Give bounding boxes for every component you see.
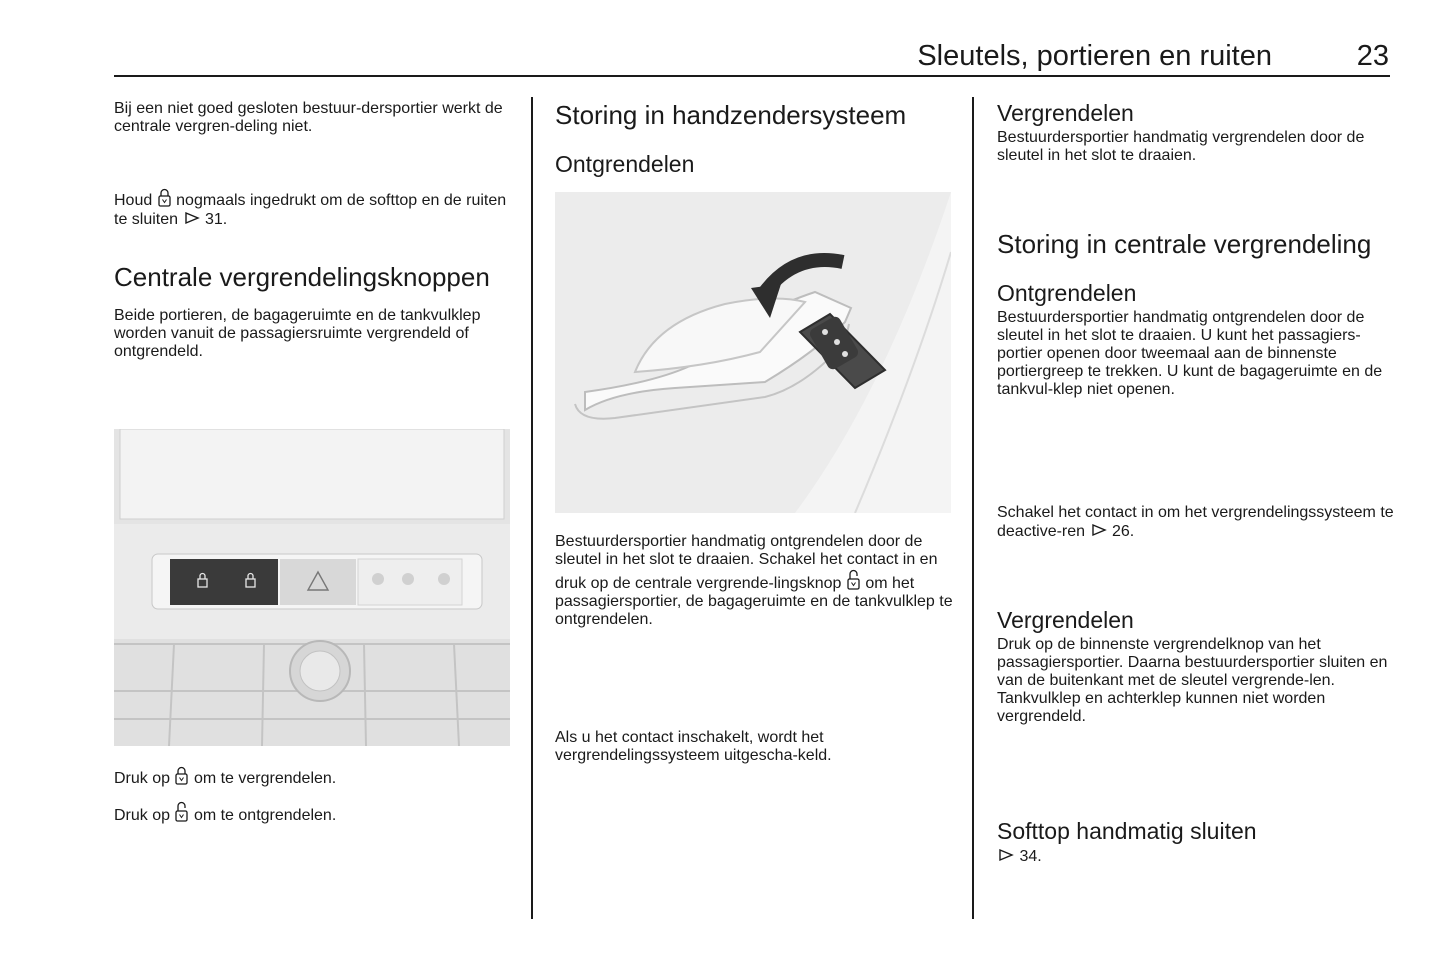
col3-paragraph-5 bbox=[997, 847, 1397, 866]
col3-p3-start: Schakel het contact in om het vergrendelingssysteem te deactive-ren bbox=[997, 504, 1394, 540]
triangle-arrow-icon bbox=[998, 847, 1014, 863]
col1-heading-central-lock: Centrale vergrendelingsknoppen bbox=[114, 262, 490, 292]
header-rule bbox=[114, 75, 1390, 77]
padlock-closed-icon bbox=[175, 766, 188, 785]
page-header-title: Sleutels, portieren en ruiten bbox=[917, 40, 1272, 72]
col2-paragraph-2: Als u het contact inschakelt, wordt het vergrendelingssysteem uitgescha-keld. bbox=[555, 729, 832, 764]
col3-subheading-lock: Vergrendelen bbox=[997, 100, 1134, 126]
col2-p1-end: om het passagiersportier, de bagageruimte en de tankvulklep te ontgrendelen. bbox=[555, 575, 953, 628]
col3-subheading-unlock: Ontgrendelen bbox=[997, 280, 1137, 306]
col2-heading-remote-fault: Storing in handzendersysteem bbox=[555, 100, 907, 130]
padlock-closed-icon bbox=[158, 188, 171, 207]
console-lock-buttons-figure bbox=[114, 429, 510, 746]
col1-p4-end: om te vergrendelen. bbox=[193, 770, 337, 787]
col3-p3-ref: 26. bbox=[1111, 523, 1135, 540]
col3-paragraph-3 bbox=[997, 504, 1397, 541]
col1-p2-ref: 31. bbox=[204, 211, 228, 228]
col2-paragraph-1 bbox=[555, 533, 955, 629]
col1-paragraph-lock bbox=[114, 766, 514, 788]
triangle-arrow-icon bbox=[1091, 522, 1107, 538]
triangle-arrow-icon bbox=[184, 210, 200, 226]
col2-subheading-unlock: Ontgrendelen bbox=[555, 151, 695, 177]
col3-paragraph-4: Druk op de binnenste vergrendelknop van het passagiersportier. Daarna bestuurdersportier sluiten en van de buitenkant met de sleutel vergrende-len. Tankvulklep en achterklep kunnen niet worden vergrendeld. bbox=[997, 636, 1388, 725]
col3-paragraph-2: Bestuurdersportier handmatig ontgrendelen door de sleutel in het slot te draaien. U kunt het passagiers-portier openen door tweemaal aan de binnenste portiergreep te trekken. U kunt de bagageruimte en de tankvul-klep niet openen. bbox=[997, 309, 1383, 398]
col1-p2-middle: nogmaals ingedrukt om de softtop en de ruiten te sluiten bbox=[114, 192, 507, 228]
column-divider-1 bbox=[531, 97, 533, 919]
col1-p2-start: Houd bbox=[114, 192, 153, 209]
col1-paragraph-unlock bbox=[114, 801, 514, 825]
col2-p1-start: Bestuurdersportier handmatig ontgrendelen door de sleutel in het slot te draaien. Schakel het contact in en druk op de centrale vergrende-lingsknop bbox=[555, 533, 938, 592]
col3-subheading-lock-2: Vergrendelen bbox=[997, 607, 1134, 633]
col1-p5-start: Druk op bbox=[114, 807, 171, 824]
padlock-open-icon bbox=[175, 801, 188, 822]
col1-paragraph-2 bbox=[114, 188, 514, 229]
column-divider-2 bbox=[972, 97, 974, 919]
padlock-open-icon bbox=[847, 569, 860, 590]
col1-paragraph-1: Bij een niet goed gesloten bestuur-dersportier werkt de centrale vergren-deling niet. bbox=[114, 100, 503, 135]
col1-p4-start: Druk op bbox=[114, 770, 171, 787]
door-handle-key-figure bbox=[555, 192, 951, 513]
col1-paragraph-3: Beide portieren, de bagageruimte en de tankvulklep worden vanuit de passagiersruimte vergrendeld of ontgrendeld. bbox=[114, 307, 481, 360]
col3-heading-central-fault: Storing in centrale vergrendeling bbox=[997, 229, 1372, 259]
page-number: 23 bbox=[1356, 40, 1389, 72]
col3-subheading-softtop: Softtop handmatig sluiten bbox=[997, 818, 1257, 844]
central-lock-buttons bbox=[170, 559, 278, 605]
col1-p5-end: om te ontgrendelen. bbox=[193, 807, 337, 824]
col3-p5-ref: 34. bbox=[1019, 848, 1042, 865]
col3-paragraph-1: Bestuurdersportier handmatig vergrendelen door de sleutel in het slot te draaien. bbox=[997, 129, 1365, 164]
